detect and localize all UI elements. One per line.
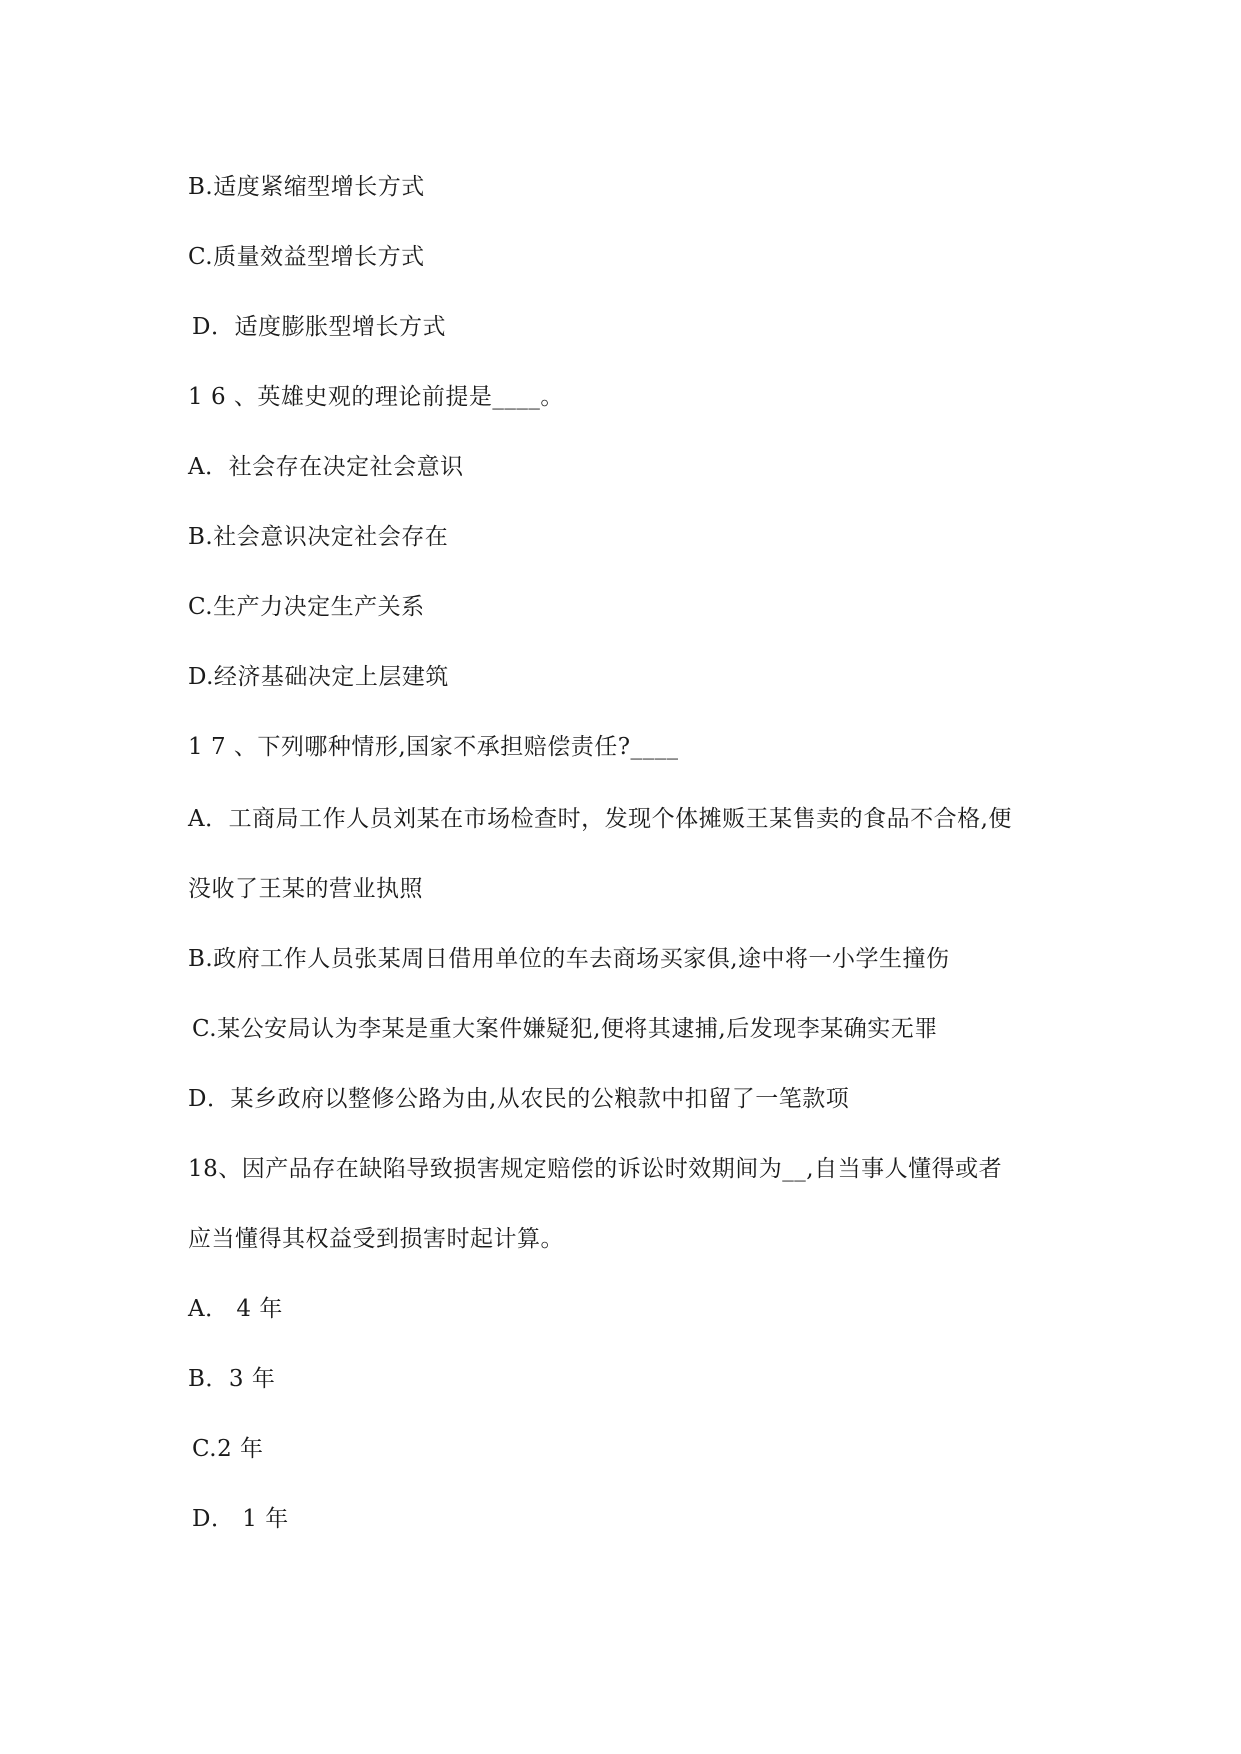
option-a-17: A．工商局工作人员刘某在市场检查时，发现个体摊贩王某售卖的食品不合格,便 [188, 806, 1012, 832]
option-b-17: B.政府工作人员张某周日借用单位的车去商场买家俱,途中将一小学生撞伤 [188, 946, 950, 972]
option-a-16: A．社会存在决定社会意识 [188, 454, 464, 480]
option-c-18: C.2 年 [192, 1436, 264, 1462]
question-16: 1 6 、英雄史观的理论前提是____。 [188, 384, 564, 410]
option-c-16: C.生产力决定生产关系 [188, 594, 425, 620]
option-a-18: A． 4 年 [188, 1296, 283, 1322]
question-17: 1 7 、下列哪种情形,国家不承担赔偿责任?____ [188, 734, 679, 760]
question-18-cont: 应当懂得其权益受到损害时起计算。 [188, 1226, 564, 1252]
option-b-16: B.社会意识决定社会存在 [188, 524, 449, 550]
option-d-18: D． 1 年 [192, 1506, 289, 1532]
question-18: 18、因产品存在缺陷导致损害规定赔偿的诉讼时效期间为__,自当事人懂得或者 [188, 1156, 1003, 1182]
option-c-17: C.某公安局认为李某是重大案件嫌疑犯,便将其逮捕,后发现李某确实无罪 [192, 1016, 938, 1042]
option-a-17-cont: 没收了王某的营业执照 [188, 876, 423, 902]
option-b-18: B．3 年 [188, 1366, 276, 1392]
option-b-15: B.适度紧缩型增长方式 [188, 174, 425, 200]
option-d-17: D．某乡政府以整修公路为由,从农民的公粮款中扣留了一笔款项 [188, 1086, 850, 1112]
option-d-16: D.经济基础决定上层建筑 [188, 664, 449, 690]
option-c-15: C.质量效益型增长方式 [188, 244, 425, 270]
option-d-15: D．适度膨胀型增长方式 [192, 314, 446, 340]
